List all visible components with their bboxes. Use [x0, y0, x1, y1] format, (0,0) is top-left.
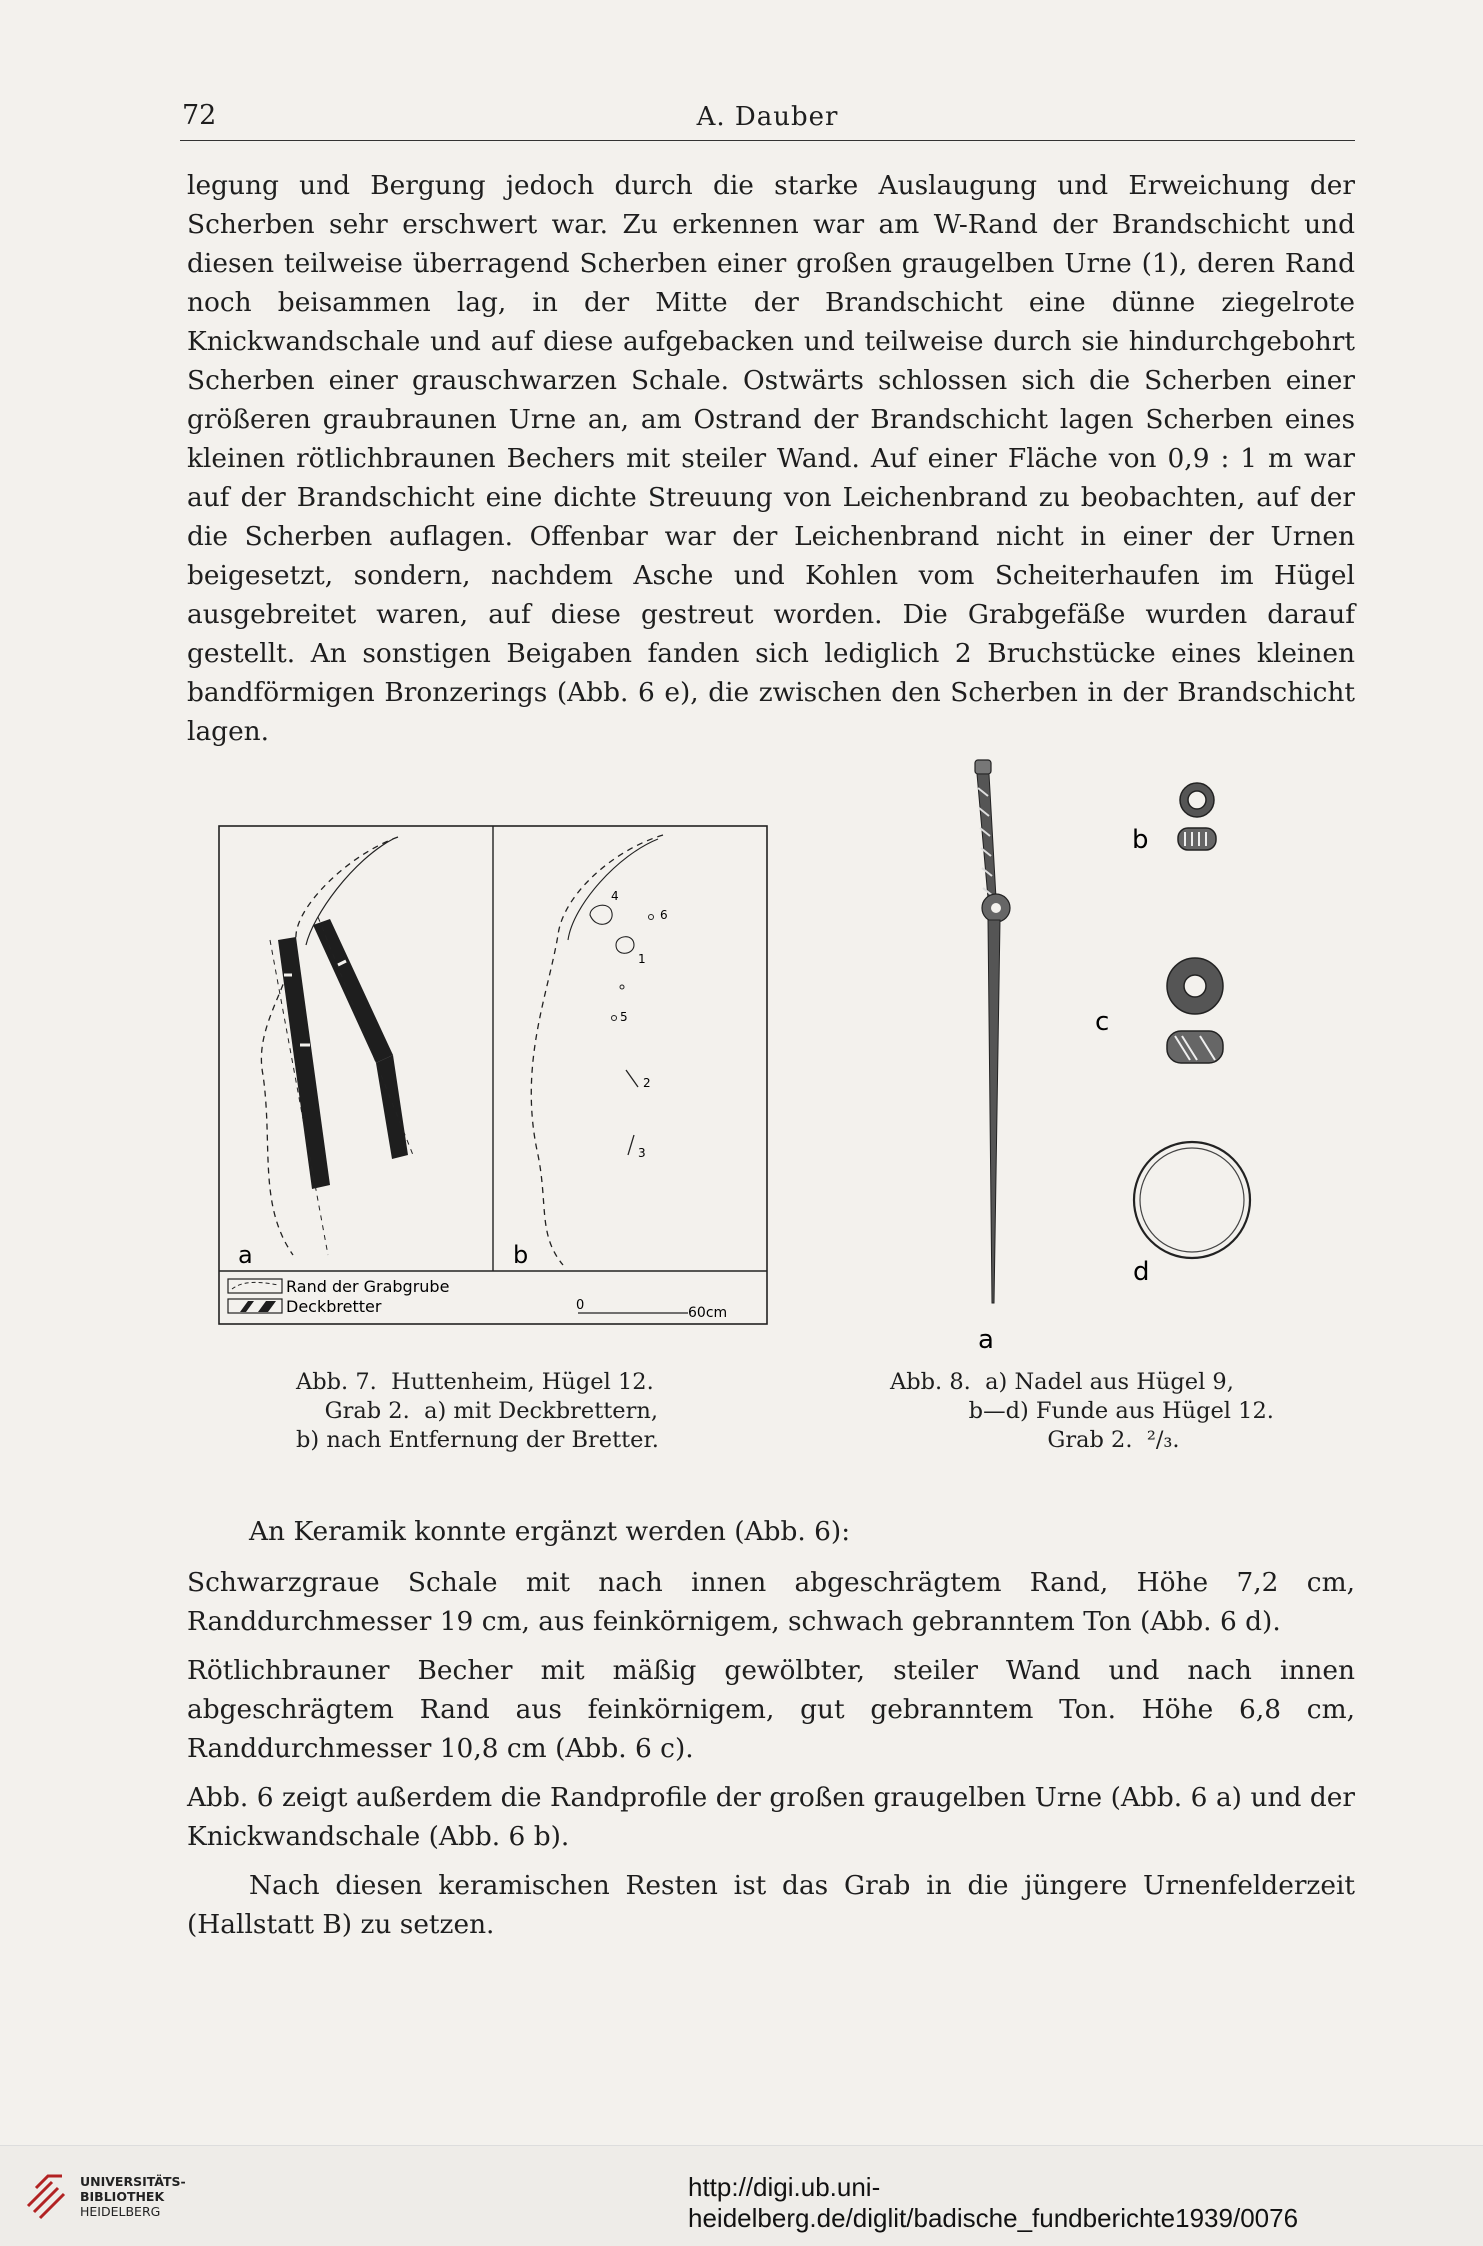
label-d: d [1133, 1257, 1150, 1287]
running-head: A. Dauber [696, 102, 839, 132]
find-number: 6 [660, 908, 668, 922]
top-text-block [187, 166, 1355, 751]
figure-7-caption: Abb. 7. Huttenheim, Hügel 12. Grab 2. a) mit Deckbrettern, b) nach Entfernung der Bretter. [296, 1369, 659, 1453]
figure-8-caption: Abb. 8. a) Nadel aus Hügel 9, b—d) Funde aus Hügel 12. Grab 2. ²/₃. [890, 1369, 1274, 1453]
panel-a-label: a [238, 1241, 253, 1269]
panel-b-label: b [513, 1241, 529, 1269]
label-b: b [1132, 825, 1149, 855]
figure-7-grave-plan [218, 825, 768, 1325]
bottom-text-block [187, 1512, 1355, 1954]
source-url[interactable]: http://digi.ub.uni-heidelberg.de/diglit/badische_fundberichte1939/0076 [688, 2172, 1299, 2233]
paragraph: Rötlichbrauner Becher mit mäßig gewölbter, steiler Wand und nach innen abgeschrägtem Rand aus feinkörnigem, gut gebranntem Ton. Höhe 6,8 cm, Randdurchmesser 10,8 cm (Abb. 6 c). [187, 1655, 1355, 1764]
find-number: 3 [638, 1146, 646, 1160]
find-number: 5 [620, 1010, 628, 1024]
legend-rand-label: Rand der Grabgrube [286, 1277, 450, 1296]
find-number: 2 [643, 1076, 651, 1090]
page-header [180, 96, 1355, 141]
paragraph: An Keramik konnte ergänzt werden (Abb. 6): [249, 1516, 851, 1547]
find-number: 4 [611, 889, 619, 903]
figure-8-finds [920, 748, 1280, 1363]
label-a: a [978, 1325, 994, 1355]
paragraph: Nach diesen keramischen Resten ist das Grab in die jüngere Urnenfelderzeit (Hallstatt B) zu setzen. [187, 1870, 1355, 1940]
paragraph: Abb. 6 zeigt außerdem die Randprofile der großen graugelben Urne (Abb. 6 a) und der Knickwandschale (Abb. 6 b). [187, 1782, 1355, 1852]
find-number: 1 [638, 952, 646, 966]
library-name: UNIVERSITÄTS- BIBLIOTHEK HEIDELBERG [80, 2174, 186, 2219]
footer-bar [0, 2145, 1483, 2246]
paragraph: Schwarzgraue Schale mit nach innen abgeschrägtem Rand, Höhe 7,2 cm, Randdurchmesser 19 cm, aus feinkörnigem, schwach gebranntem Ton (Abb. 6 d). [187, 1567, 1355, 1637]
page-number: 72 [182, 100, 217, 131]
label-c: c [1095, 1007, 1110, 1037]
paragraph: legung und Bergung jedoch durch die starke Auslaugung und Erweichung der Scherben sehr erschwert war. Zu erkennen war am W-Rand der Brandschicht und diesen teilweise überragend Scherben einer großen graugelben Urne (1), deren Rand noch beisammen lag, in der Mitte der Brandschicht eine dünne ziegelrote Knickwandschale und auf diese aufgebacken und teilweise durch sie hindurchgebohrt Scherben einer grauschwarzen Schale. Ostwärts schlossen sich die Scherben einer größeren graubraunen Urne an, am Ostrand der Brandschicht lagen Scherben eines kleinen rötlichbraunen Bechers mit steiler Wand. Auf einer Fläche von 0,9 : 1 m war auf der Brandschicht eine dichte Streuung von Leichenbrand zu beobachten, auf der die Scherben auflagen. Offenbar war der Leichenbrand nicht in einer der Urnen beigesetzt, sondern, nachdem Asche und Kohlen vom Scheiterhaufen im Hügel ausgebreitet waren, auf diese gestreut worden. Die Grabgefäße wurden darauf gestellt. An sonstigen Beigaben fanden sich lediglich 2 Bruchstücke eines kleinen bandförmigen Bronzerings (Abb. 6 e), die zwischen den Scherben in der Brandschicht lagen. [187, 170, 1355, 747]
legend-deck-label: Deckbretter [286, 1297, 382, 1316]
scale-zero: 0 [576, 1298, 585, 1313]
scale-end: 60cm [688, 1305, 728, 1321]
